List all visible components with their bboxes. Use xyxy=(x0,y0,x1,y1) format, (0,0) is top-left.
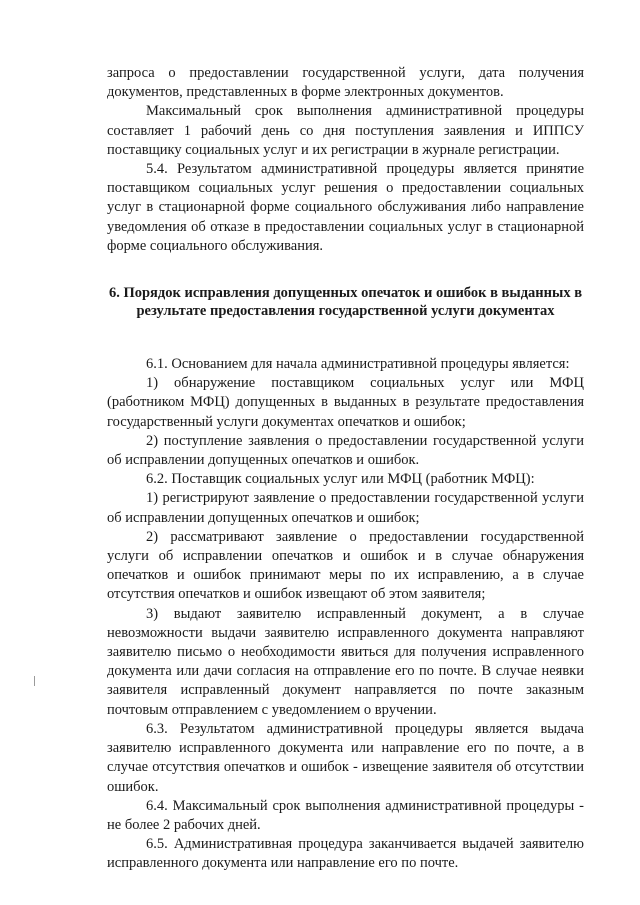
paragraph-6-2: 6.2. Поставщик социальных услуг или МФЦ (работник МФЦ): xyxy=(146,471,535,488)
paragraph-6-2-item-1: 1) регистрируют заявление о предоставлении государственной услуги об исправлении допущенных опечатков и ошибок; xyxy=(107,490,584,526)
paragraph-6-2-item-2: 2) рассматривают заявление о предоставлении государственной услуги об исправлении опечатков и ошибок и в случае обнаружения опечатков и ошибок принимают меры по их исправлению, а в случае отсутствия опечатков и ошибок извещают об этом заявителя; xyxy=(107,528,584,603)
section-heading: 6. Порядок исправления допущенных опечаток и ошибок в выданных в результате предоставления государственной услуги документах xyxy=(108,285,583,320)
paragraph-continuation: запроса о предоставлении государственной услуги, дата получения документов, представленных в форме электронных документов. xyxy=(107,65,584,101)
paragraph-6-5: 6.5. Административная процедура заканчивается выдачей заявителю исправленного документа или направление его по почте. xyxy=(107,836,584,872)
margin-mark xyxy=(34,676,35,686)
document-page xyxy=(107,64,584,874)
paragraph-5-4: 5.4. Результатом административной процедуры является принятие поставщиком социальных услуг решения о предоставлении социальных услуг в стационарной форме социального обслуживания либо направление уведомления об отказе в предоставлении социальных услуг в стационарной форме социального обслуживания. xyxy=(107,161,584,254)
paragraph-max-term: Максимальный срок выполнения административной процедуры составляет 1 рабочий день со дня поступления заявления и ИППСУ поставщику социальных услуг и их регистрации в журнале регистрации. xyxy=(107,103,584,158)
paragraph-6-2-item-3: 3) выдают заявителю исправленный документ, а в случае невозможности выдачи заявителю исправленного документа направляют заявителю письмо о необходимости явиться для получения исправленного документа или дачи согласия на отправление его по почте. В случае неявки заявителя исправленный документ направляется по почте заказным почтовым отправлением с уведомлением о вручении. xyxy=(107,605,584,718)
paragraph-6-3: 6.3. Результатом административной процедуры является выдача заявителю исправленного документа или направление его по почте, а в случае отсутствия опечатков и ошибок - извещение заявителя об отсутствии ошибок. xyxy=(107,720,584,795)
paragraph-6-1-item-2: 2) поступление заявления о предоставлении государственной услуги об исправлении допущенных опечатков и ошибок. xyxy=(107,432,584,469)
paragraph-6-1: 6.1. Основанием для начала административной процедуры является: xyxy=(146,356,570,373)
paragraph-6-1-item-1: 1) обнаружение поставщиком социальных услуг или МФЦ (работником МФЦ) допущенных в выданных в результате предоставления государственный услуги документах опечатков и ошибок; xyxy=(107,375,584,430)
paragraph-6-4: 6.4. Максимальный срок выполнения административной процедуры - не более 2 рабочих дней. xyxy=(107,797,584,833)
